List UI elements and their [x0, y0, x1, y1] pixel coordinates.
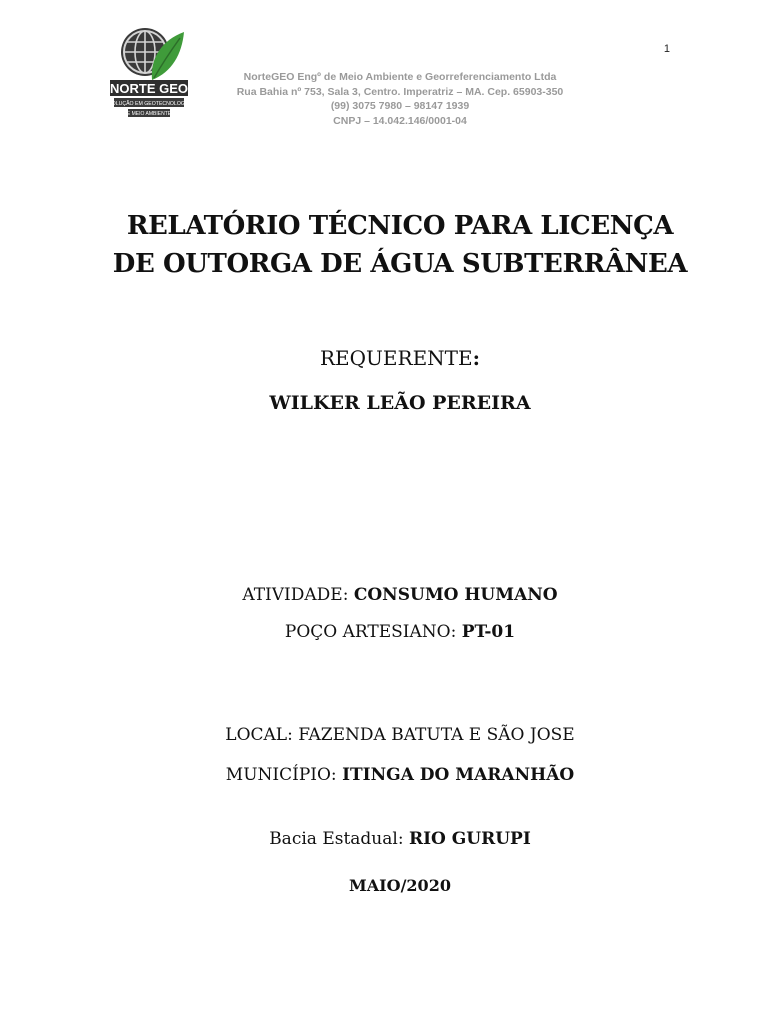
- atividade-line: [80, 585, 720, 605]
- requerente-label: [80, 346, 720, 370]
- bacia-value: RIO GURUPI: [408, 829, 531, 849]
- report-title-line-2: DE OUTORGA DE ÁGUA SUBTERRÂNEA: [112, 249, 688, 279]
- requerente-label-text: REQUERENTE: [320, 346, 473, 370]
- poco-line: [80, 622, 720, 642]
- municipio-line: [80, 765, 720, 785]
- atividade-label: ATIVIDADE:: [242, 585, 354, 605]
- bacia-line: [80, 829, 720, 849]
- requerente-colon: :: [472, 346, 480, 370]
- bacia-label: Bacia Estadual:: [269, 829, 409, 849]
- report-title-line-1: RELATÓRIO TÉCNICO PARA LICENÇA: [126, 211, 674, 241]
- company-cnpj: CNPJ – 14.042.146/0001-04: [333, 114, 467, 127]
- municipio-value: ITINGA DO MARANHÃO: [342, 765, 575, 785]
- poco-label: POÇO ARTESIANO:: [284, 622, 462, 642]
- requerente-name: WILKER LEÃO PEREIRA: [269, 392, 531, 414]
- page-number: 1: [663, 43, 670, 55]
- municipio-label: MUNICÍPIO:: [225, 765, 343, 785]
- company-phones: (99) 3075 7980 – 98147 1939: [330, 100, 470, 112]
- company-address: Rua Bahia nº 753, Sala 3, Centro. Imperatriz – MA. Cep. 65903-350: [236, 85, 564, 98]
- logo-tagline-1: SOLUÇÃO EM GEOTECNOLOGIA: [110, 101, 190, 107]
- report-date: MAIO/2020: [349, 876, 451, 895]
- company-name: NorteGEO Engº de Meio Ambiente e Georreferenciamento Ltda: [243, 71, 557, 83]
- poco-value: PT-01: [461, 622, 516, 642]
- local-line: LOCAL: FAZENDA BATUTA E SÃO JOSE: [225, 725, 575, 745]
- logo-brand-text: NORTE GEO: [110, 81, 189, 96]
- report-title: [80, 207, 720, 283]
- company-header: [180, 70, 620, 128]
- logo-tagline-2: E MEIO AMBIENTE: [126, 111, 172, 117]
- atividade-value: CONSUMO HUMANO: [353, 585, 558, 605]
